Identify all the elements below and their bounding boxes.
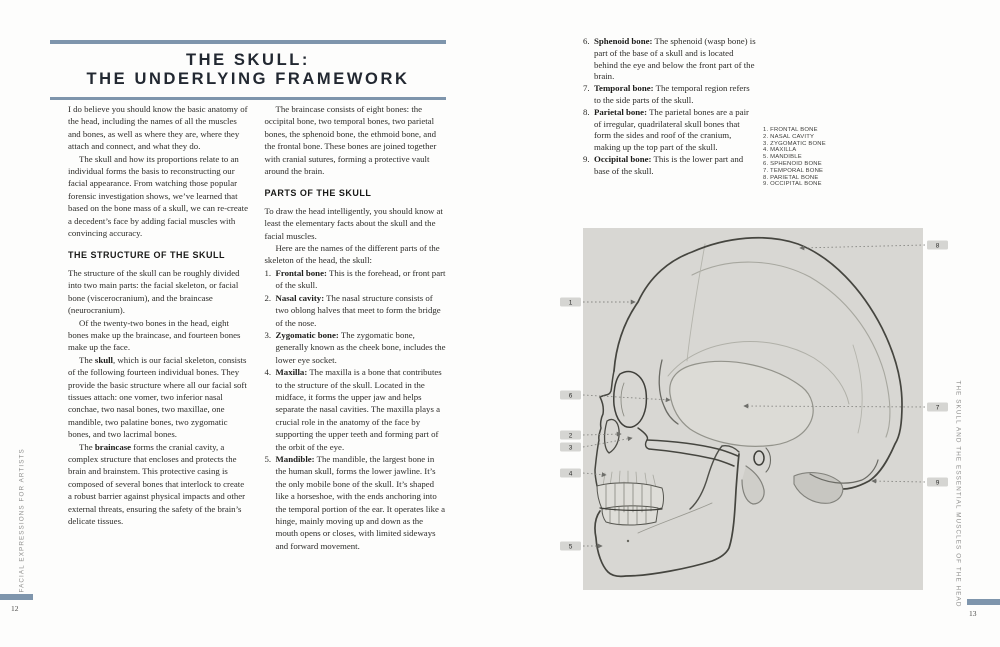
page-title [50,44,446,97]
paragraph: The skull and how its proportions relate to an individual forms the basis to reconstructing our facial appearance. From watching those popular forensic investigation shows, we’ve learned that based on the bone mass of a skull, we can re-create a decedent’s face by adding facial muscles with convincing accuracy. [68,153,249,239]
section-heading-structure: THE STRUCTURE OF THE SKULL [68,250,225,261]
left-running-footer: FACIAL EXPRESSIONS FOR ARTISTS [18,448,26,593]
section-heading-parts: PARTS OF THE SKULL [264,188,372,199]
paragraph: To draw the head intelligently, you should know at least the elementary facts about the skull and the facial muscles. [264,205,443,241]
list-item: 1. Frontal bone: This is the forehead, or front part of the skull. [264,267,446,291]
svg-text:8: 8 [935,242,940,250]
list-item: 7. Temporal bone: The temporal region refers to the side parts of the skull. [583,83,750,105]
list-item: 2. Nasal cavity: The nasal structure consists of two oblong halves that meet to form the bridge of the nose. [264,292,441,328]
svg-text:4: 4 [568,470,573,478]
legend-item: 6. SPHENOID BONE [763,160,822,167]
list-item: 5. Mandible: The mandible, the largest bone in the human skull, forms the lower jawline. It’s the only mobile bone of the skull. It’s shaped like a horseshoe, with the ends anchoring into the temporal portion of the ear. It operates like a hinge, mainly moving up and down as the mouth opens or closes, with limited sideways and forward movement. [264,453,446,551]
list-item: 6. Sphenoid bone: The sphenoid (wasp bone) is part of the base of a skull and is located behind the eye and below the front part of the brain. [583,36,756,82]
skull-figure [550,228,962,608]
legend-item: 1. FRONTAL BONE [763,127,818,133]
svg-text:7: 7 [935,404,940,412]
list-item: 4. Maxilla: The maxilla is a bone that contributes to the structure of the skull. Located in the midface, it forms the upper jaw and helps separate the nasal cavities. The maxilla plays a crucial role in the anatomy of the face by supporting the upper teeth and forming part of the orbit of the eye. [264,367,442,452]
svg-text:9: 9 [935,479,940,487]
svg-text:2: 2 [568,432,573,440]
legend-item: 5. MANDIBLE [763,154,802,161]
paragraph: The skull, which is our facial skeleton, consists of the following fourteen individual bones. They provide the basic structure where all our facial soft tissues attach: one vomer, two inferior nasal conchae, two nasal bones, two maxillae, one mandible, two palatine bones, two zygomatic bones, and two lacrimal bones. [68,354,247,440]
legend-item: 9. OCCIPITAL BONE [763,181,822,188]
right-folio-bar [967,599,1000,605]
left-folio-bar [0,594,33,600]
paragraph: The braincase consists of eight bones: the occipital bone, two temporal bones, two parietal bones, the sphenoid bone, the ethmoid bone, and the frontal bone. These bones are joined together with cranial sutures, forming a protective vault around the brain. [264,104,437,177]
right-page-list [583,36,756,178]
legend-item: 4. MAXILLA [763,147,797,154]
list-item: 3. Zygomatic bone: The zygomatic bone, generally known as the cheek bone, includes the lower eye socket. [264,329,446,365]
list-item: 9. Occipital bone: This is the lower part and base of the skull. [583,153,744,176]
page-title-line2: THE UNDERLYING FRAMEWORK [86,69,410,88]
list-item: 8. Parietal bone: The parietal bones are a pair of irregular, quadrilateral skull bones that form the sides and roof of the cranium, making up the top part of the skull. [583,106,749,153]
paragraph: Here are the names of the different parts of the skeleton of the head, the skull: [264,243,440,266]
left-page-columns [68,103,446,552]
page-title-line1: THE SKULL: [185,50,311,69]
svg-text:6: 6 [568,392,573,400]
paragraph: I do believe you should know the basic anatomy of the head, including the names of all the muscles and bones, as well as where they are, where they attach and connect, and what they do. [68,104,248,152]
legend-item: 3. ZYGOMATIC BONE [763,140,826,147]
right-page-number: 13 [969,609,977,618]
legend-item: 7. TEMPORAL BONE [763,167,824,174]
paragraph: Of the twenty-two bones in the head, eight bones make up the braincase, and fourteen bones make up the face. [68,317,241,353]
legend-item: 8. PARIETAL BONE [763,174,819,181]
svg-text:3: 3 [568,444,573,452]
chapter-title-block [50,40,446,100]
left-column-2 [265,103,447,552]
left-column-1 [68,103,250,552]
right-running-footer: THE SKULL AND THE ESSENTIAL MUSCLES OF THE HEAD [954,380,962,608]
left-page-number: 12 [11,604,19,613]
paragraph: The braincase forms the cranial cavity, a complex structure that encloses and protects the brain and brainstem. This protective casing is composed of several bones that interlock to create a robust barrier against physical impacts and other external threats, ensuring the safety of the brain’s delicate tissues. [68,441,246,526]
figure-legend [763,127,826,188]
paragraph: The structure of the skull can be roughly divided into two main parts: the facial skeleton, or facial bone (viscerocranium), and the braincase (neurocranium). [68,267,240,316]
legend-item: 2. NASAL CAVITY [763,133,815,140]
title-rule-bottom [50,97,446,101]
svg-text:1: 1 [568,299,573,307]
svg-text:5: 5 [568,543,573,551]
